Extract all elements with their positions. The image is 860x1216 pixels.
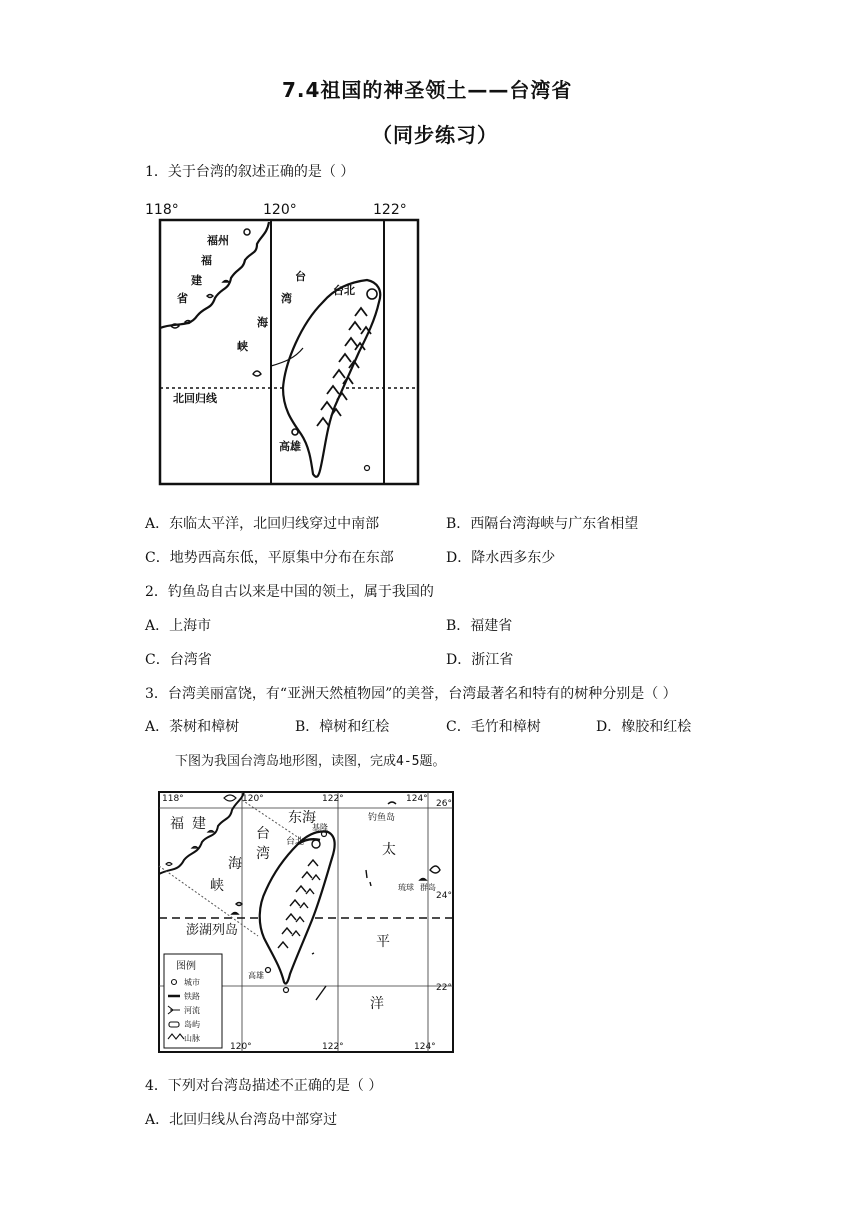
- map2-lon-top-124: 124°: [406, 794, 428, 804]
- taiwan-map-1: [145, 198, 425, 490]
- map2-legend-mountain: 山脉: [184, 1034, 200, 1043]
- page-subtitle: （同步练习）: [372, 123, 498, 147]
- map2-label-donghai: 东海: [288, 810, 316, 826]
- map2-label-jian: 建: [192, 816, 206, 832]
- map2-lon-bottom-120: 120°: [230, 1042, 252, 1052]
- question-4-stem: 4．下列对台湾岛描述不正确的是（ ）: [145, 1078, 383, 1094]
- map2-lon-top-120: 120°: [242, 794, 264, 804]
- q3-option-c[interactable]: C．毛竹和樟树: [446, 719, 541, 735]
- q3-option-d[interactable]: D．橡胶和红桧: [596, 719, 692, 735]
- page-title: 7.4祖国的神圣领土——台湾省: [282, 78, 573, 102]
- q2-option-b[interactable]: B．福建省: [446, 618, 513, 634]
- map2-label-keelung: 基隆: [312, 823, 328, 832]
- q2-option-a[interactable]: A．上海市: [145, 618, 212, 634]
- map2-lon-top-118: 118°: [162, 794, 184, 804]
- map2-lat-22: 22°: [436, 983, 452, 993]
- q2-option-d[interactable]: D．浙江省: [446, 652, 514, 668]
- map2-label-tai-pacific: 太: [382, 842, 396, 858]
- map2-label-fu: 福: [170, 816, 184, 832]
- map1-label-fuzhou: 福州: [207, 234, 229, 247]
- map1-label-kaohsiung: 高雄: [279, 440, 301, 453]
- map2-lat-26: 26°: [436, 799, 452, 809]
- map1-lon-label-122: 122°: [373, 202, 407, 218]
- map1-label-tropic: 北回归线: [173, 392, 217, 405]
- taiwan-map-2: [158, 786, 458, 1054]
- map1-label-tai: 台: [295, 270, 306, 283]
- map1-label-xia: 峡: [237, 340, 248, 353]
- map2-legend-title: 图例: [176, 961, 196, 972]
- map1-label-jian: 建: [191, 274, 202, 287]
- map2-label-yang: 洋: [370, 996, 384, 1012]
- map2-label-taipei: 台北: [286, 837, 305, 847]
- map2-label-diaoyu: 钓鱼岛: [368, 813, 396, 823]
- map2-label-wan: 湾: [256, 846, 270, 862]
- q1-option-d[interactable]: D．降水西多东少: [446, 550, 556, 566]
- map2-legend-city: 城市: [184, 978, 200, 987]
- question-1-stem: 1．关于台湾的叙述正确的是（ ）: [145, 164, 355, 180]
- q1-option-a[interactable]: A．东临太平洋，北回归线穿过中南部: [145, 516, 380, 532]
- map2-lon-bottom-122: 122°: [322, 1042, 344, 1052]
- map2-legend-river: 河流: [184, 1006, 200, 1015]
- map2-legend-island: 岛屿: [184, 1020, 200, 1029]
- q3-option-b[interactable]: B．樟树和红桧: [295, 719, 390, 735]
- map1-label-wan: 湾: [281, 292, 292, 305]
- map2-lat-24: 24°: [436, 891, 452, 901]
- map2-label-ping: 平: [376, 934, 390, 950]
- q3-option-a[interactable]: A．茶树和樟树: [145, 719, 240, 735]
- map2-legend-railway: 铁路: [184, 992, 200, 1001]
- questions-4-5-intro: 下图为我国台湾岛地形图，读图，完成4-5题。: [175, 754, 446, 769]
- map1-lon-label-120: 120°: [263, 202, 297, 218]
- q2-option-c[interactable]: C．台湾省: [145, 652, 212, 668]
- question-2-stem: 2．钓鱼岛自古以来是中国的领土，属于我国的: [145, 584, 434, 600]
- map2-label-xia: 峡: [210, 878, 224, 894]
- q4-option-a[interactable]: A．北回归线从台湾岛中部穿过: [145, 1112, 338, 1128]
- map2-label-ryukyu: 琉球: [398, 883, 414, 892]
- map2-label-tai: 台: [256, 826, 270, 842]
- map2-label-hai: 海: [228, 856, 242, 872]
- map2-lon-top-122: 122°: [322, 794, 344, 804]
- map2-label-kaohsiung: 高雄: [248, 971, 264, 980]
- map1-label-taipei: 台北: [333, 284, 355, 297]
- map1-lon-label-118: 118°: [145, 202, 179, 218]
- map2-label-islands: 群岛: [420, 883, 436, 892]
- map1-label-fu: 福: [201, 254, 212, 267]
- question-3-stem: 3．台湾美丽富饶，有“亚洲天然植物园”的美誉，台湾最著名和特有的树种分别是（ ）: [145, 686, 677, 702]
- map2-lon-bottom-124: 124°: [414, 1042, 436, 1052]
- map1-label-hai: 海: [257, 316, 268, 329]
- map2-label-penghu: 澎湖列岛: [186, 923, 239, 938]
- q1-option-b[interactable]: B．西隔台湾海峡与广东省相望: [446, 516, 639, 532]
- q1-option-c[interactable]: C．地势西高东低，平原集中分布在东部: [145, 550, 394, 566]
- map1-label-sheng: 省: [177, 292, 188, 305]
